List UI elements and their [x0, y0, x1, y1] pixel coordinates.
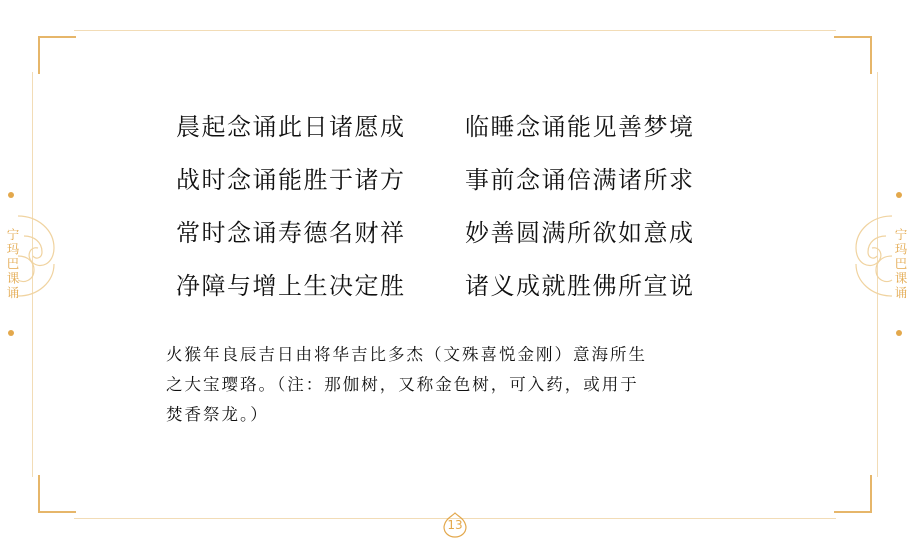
- ornament-dot-icon: [8, 192, 14, 198]
- note-line: 火猴年良辰吉日由将华吉比多杰（文殊喜悦金刚）意海所生: [166, 345, 647, 364]
- note-line: 焚香祭龙。）: [166, 405, 269, 424]
- frame-corner-bottom-right: [834, 475, 872, 513]
- frame-corner-top-right: [834, 36, 872, 74]
- cloud-ornament-left-icon: [14, 196, 64, 316]
- verse-row: [176, 204, 736, 257]
- frame-corner-bottom-left: [38, 475, 76, 513]
- verse-line: 晨起念诵此日诸愿成: [176, 113, 406, 141]
- verse-row: [176, 151, 736, 204]
- page-number: 13: [447, 518, 463, 532]
- page-number-badge: [441, 511, 469, 539]
- verse-row: [176, 257, 736, 310]
- verse-block: [176, 98, 736, 310]
- verse-line: 妙善圆满所欲如意成: [465, 219, 695, 247]
- cloud-ornament-right-icon: [846, 196, 896, 316]
- verse-line: 净障与增上生决定胜: [176, 272, 406, 300]
- verse-row: [176, 98, 736, 151]
- verse-line: 临睡念诵能见善梦境: [465, 113, 695, 141]
- colophon-note: [166, 340, 726, 430]
- verse-line: 常时念诵寿德名财祥: [176, 219, 406, 247]
- verse-line: 战时念诵能胜于诸方: [176, 166, 406, 194]
- note-line: 之大宝璎珞。（注：那伽树，又称金色树，可入药，或用于: [166, 375, 639, 394]
- frame-corner-top-left: [38, 36, 76, 74]
- verse-line: 诸义成就胜佛所宣说: [465, 272, 695, 300]
- side-title-right: 宁玛巴课诵: [893, 228, 908, 301]
- ornament-dot-icon: [8, 330, 14, 336]
- ornament-dot-icon: [896, 192, 902, 198]
- frame-top-line: [74, 30, 836, 31]
- side-title-left: 宁玛巴课诵: [5, 228, 20, 301]
- verse-line: 事前念诵倍满诸所求: [465, 166, 695, 194]
- ornament-dot-icon: [896, 330, 902, 336]
